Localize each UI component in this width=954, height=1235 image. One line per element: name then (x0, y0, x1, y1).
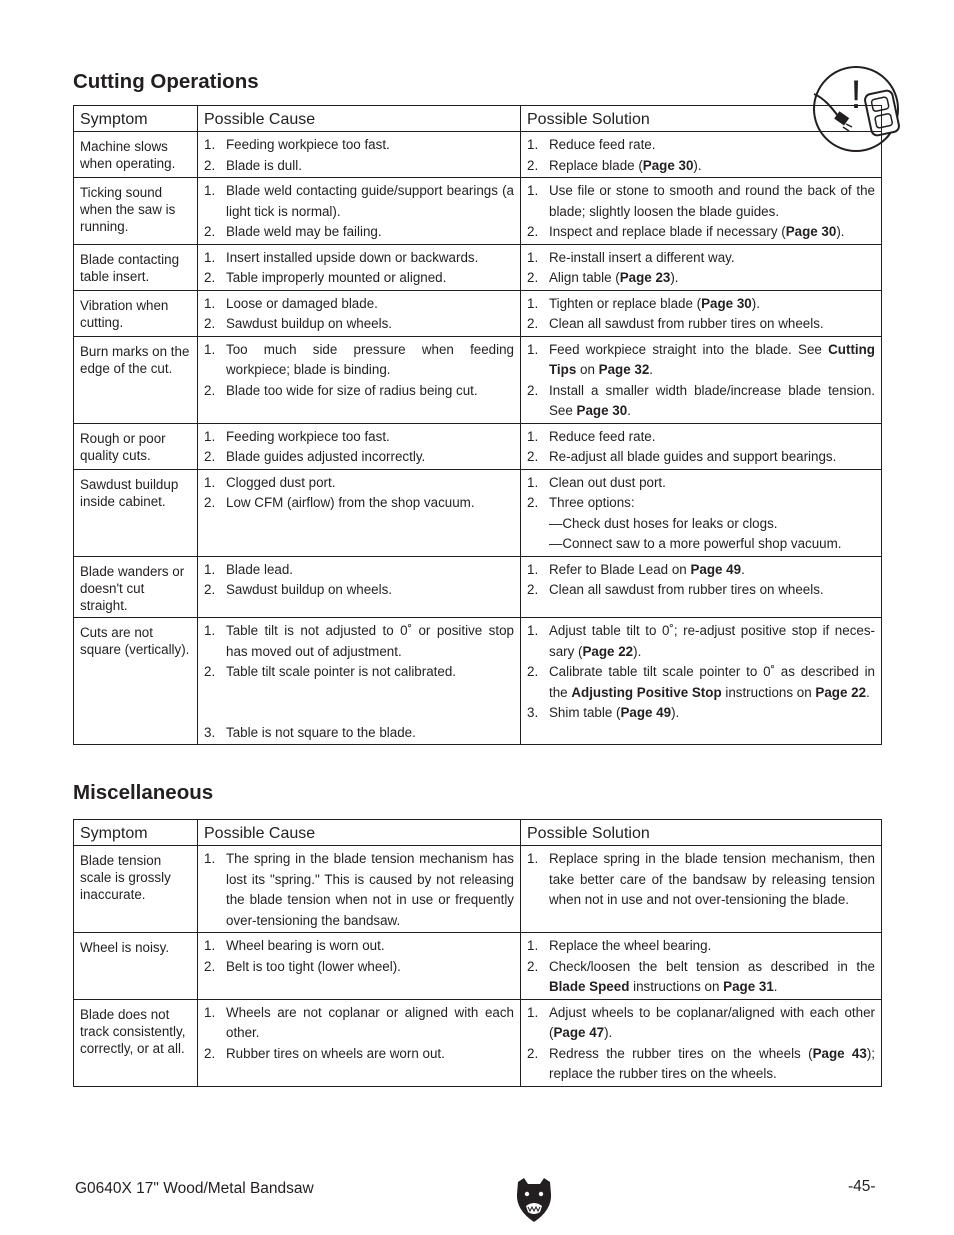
cause-item (204, 957, 514, 978)
solution-item (527, 849, 875, 911)
solution-item-number: 2. (527, 495, 539, 510)
symptom-cell: Sawdust buildup inside cabinet. (74, 469, 198, 556)
solution-item-number: 2. (527, 270, 539, 285)
cause-item (204, 340, 514, 381)
table-row (74, 556, 882, 618)
svg-text:!: ! (850, 73, 862, 117)
cause-item-text: Sawdust buildup on wheels. (226, 582, 393, 597)
solution-item (527, 1044, 875, 1085)
cause-item-text: Wheels are not coplanar or aligned with each other. (226, 1004, 514, 1040)
solution-item-text: Re-adjust all blade guides and support bearings. (549, 449, 837, 464)
cause-item-text: The spring in the blade tension mechanism has lost its "spring." This is caused by not releasing the blade tension when not in use or frequently over-tensioning the bandsaw. (226, 851, 514, 928)
symptom-cell: Blade wanders or doesn't cut straight. (74, 556, 198, 618)
possible-solution-header: Possible Solution (521, 106, 882, 132)
solution-item (527, 957, 875, 998)
cause-item (204, 447, 514, 468)
solution-sub-item: —Connect saw to a more powerful shop vacuum. (549, 536, 842, 551)
solution-sub-item: —Check dust hoses for leaks or clogs. (549, 515, 778, 531)
possible-solution-cell (521, 132, 882, 178)
symptom-cell: Blade does not track consistently, correctly, or at all. (74, 999, 198, 1086)
table-row (74, 290, 882, 336)
possible-cause-cell (198, 618, 521, 745)
cause-item-number: 2. (204, 449, 216, 464)
cause-item-number: 1. (204, 561, 216, 577)
solution-item-text: Reduce feed rate. (549, 137, 656, 152)
cause-item (204, 181, 514, 222)
solution-item-number: 1. (527, 428, 539, 444)
symptom-cell: Blade contacting table insert. (74, 244, 198, 290)
bear-logo-icon (514, 1176, 554, 1224)
symptom-cell: Rough or poor quality cuts. (74, 423, 198, 469)
possible-cause-cell (198, 846, 521, 933)
cause-item (204, 135, 514, 156)
cause-item (204, 222, 514, 243)
table-row (74, 244, 882, 290)
solution-item (527, 427, 875, 448)
cause-item (204, 268, 514, 289)
solution-item-number: 1. (527, 561, 539, 577)
possible-cause-cell (198, 244, 521, 290)
footer-page-number: -45- (848, 1178, 876, 1195)
table-row (74, 178, 882, 245)
possible-cause-cell (198, 423, 521, 469)
miscellaneous-table (73, 819, 882, 1087)
solution-item (527, 560, 875, 581)
solution-item-number: 2. (527, 224, 539, 239)
solution-item-number: 1. (527, 938, 539, 953)
cause-item (204, 936, 514, 957)
table-row (74, 132, 882, 178)
solution-item-text: Replace spring in the blade tension mechanism, then take better care of the bandsaw by releasing tension when not in use and not over-tensioning the blade. (549, 851, 875, 907)
solution-item-text: Shim table (Page 49). (549, 705, 680, 721)
section-title-cutting-operations: Cutting Operations (73, 70, 259, 93)
symptom-cell: Blade tension scale is grossly inaccurate. (74, 846, 198, 933)
cause-item-number: 1. (204, 249, 216, 265)
solution-item-text: Re-install insert a different way. (549, 249, 735, 265)
section-title-miscellaneous: Miscellaneous (73, 781, 214, 804)
cause-item-text: Loose or damaged blade. (226, 295, 378, 311)
solution-item-text: Reduce feed rate. (549, 428, 656, 444)
solution-item-number: 3. (527, 705, 539, 721)
solution-item-text: Feed workpiece straight into the blade. See Cutting Tips on Page 32. (549, 341, 875, 377)
cause-item-number: 1. (204, 295, 216, 311)
cause-item-text: Feeding workpiece too fast. (226, 137, 390, 152)
cause-item-number: 2. (204, 382, 216, 398)
solution-item-number: 1. (527, 295, 539, 311)
cause-item (204, 662, 514, 683)
solution-item-number: 2. (527, 157, 539, 173)
solution-item-number: 1. (527, 183, 539, 198)
possible-solution-cell (521, 423, 882, 469)
solution-item (527, 473, 875, 494)
solution-item-text: Replace the wheel bearing. (549, 938, 712, 953)
possible-cause-cell (198, 999, 521, 1086)
cause-item-number: 1. (204, 341, 216, 357)
cause-item-text: Blade weld contacting guide/support bearings (a light tick is normal). (226, 183, 514, 219)
solution-item-number: 1. (527, 137, 539, 152)
cause-item (204, 294, 514, 315)
possible-cause-cell (198, 132, 521, 178)
cause-item-text: Rubber tires on wheels are worn out. (226, 1045, 445, 1061)
cause-item (204, 314, 514, 335)
table-row (74, 336, 882, 423)
table-header-row (74, 820, 882, 846)
cause-item-text: Blade guides adjusted incorrectly. (226, 449, 426, 464)
solution-item (527, 294, 875, 315)
cause-item (204, 473, 514, 494)
solution-item (527, 580, 875, 601)
cause-item (204, 560, 514, 581)
symptom-cell: Vibration when cutting. (74, 290, 198, 336)
possible-solution-cell (521, 469, 882, 556)
solution-item (527, 621, 875, 662)
cause-item-text: Table is not square to the blade. (226, 724, 416, 740)
possible-cause-cell (198, 336, 521, 423)
solution-item-number: 2. (527, 582, 539, 597)
possible-solution-cell (521, 178, 882, 245)
cause-item-text: Low CFM (airflow) from the shop vacuum. (226, 495, 475, 510)
solution-item-text: Tighten or replace blade (Page 30). (549, 295, 760, 311)
cause-item-text: Blade is dull. (226, 157, 302, 173)
possible-cause-cell (198, 469, 521, 556)
cause-item (204, 621, 514, 662)
solution-item-text: Calibrate table tilt scale pointer to 0˚ as described in the Adjusting Positive Stop instructions on Page 22. (549, 664, 875, 700)
solution-item (527, 135, 875, 156)
table-row (74, 423, 882, 469)
possible-cause-cell (198, 290, 521, 336)
solution-item-number: 1. (527, 341, 539, 357)
cutting-operations-table (73, 105, 882, 745)
solution-item (527, 340, 875, 381)
cause-item-text: Clogged dust port. (226, 474, 336, 490)
cause-item-number: 1. (204, 938, 216, 953)
cause-item-text: Table tilt scale pointer is not calibrated. (226, 664, 456, 680)
table-row (74, 469, 882, 556)
cause-item (204, 493, 514, 514)
symptom-cell: Wheel is noisy. (74, 933, 198, 1000)
solution-item-text: Clean all sawdust from rubber tires on wheels. (549, 316, 824, 331)
solution-item-text: Adjust table tilt to 0˚; re-adjust positive stop if neces-sary (Page 22). (549, 623, 875, 659)
solution-item-text: Redress the rubber tires on the wheels (Page 43); replace the rubber tires on the wheels. (549, 1045, 875, 1081)
solution-item-text: Adjust wheels to be coplanar/aligned with each other (Page 47). (549, 1004, 875, 1040)
solution-item (527, 447, 875, 468)
cause-item (204, 427, 514, 448)
solution-item-number: 2. (527, 382, 539, 398)
solution-item (527, 936, 875, 957)
cause-item-text: Table tilt is not adjusted to 0˚ or positive stop has moved out of adjustment. (226, 623, 514, 659)
cause-item-number: 1. (204, 623, 216, 639)
table-row (74, 999, 882, 1086)
solution-item-number: 2. (527, 1045, 539, 1061)
possible-solution-cell (521, 933, 882, 1000)
possible-solution-cell (521, 556, 882, 618)
solution-item-number: 2. (527, 449, 539, 464)
cause-item (204, 849, 514, 931)
possible-solution-cell (521, 336, 882, 423)
possible-solution-cell (521, 290, 882, 336)
possible-cause-cell (198, 933, 521, 1000)
possible-solution-cell (521, 846, 882, 933)
solution-item-text: Clean all sawdust from rubber tires on wheels. (549, 582, 824, 597)
solution-item (527, 493, 875, 514)
solution-item-text: Refer to Blade Lead on Page 49. (549, 561, 745, 577)
solution-item (527, 156, 875, 177)
cause-item (204, 381, 514, 402)
cause-item-text: Belt is too tight (lower wheel). (226, 958, 401, 974)
cause-item-number: 1. (204, 474, 216, 490)
symptom-cell: Cuts are not square (vertically). (74, 618, 198, 745)
cause-item-number: 1. (204, 428, 216, 444)
footer-model-name: G0640X 17" Wood/Metal Bandsaw (75, 1180, 314, 1197)
cause-item (204, 1003, 514, 1044)
cause-item-number: 2. (204, 582, 216, 597)
cause-item-number: 2. (204, 958, 216, 974)
cause-item (204, 156, 514, 177)
cause-item (204, 1044, 514, 1065)
solution-item-number: 1. (527, 249, 539, 265)
cause-item-text: Too much side pressure when feeding workpiece; blade is binding. (226, 341, 514, 377)
solution-item (527, 314, 875, 335)
possible-cause-header: Possible Cause (198, 820, 521, 846)
solution-item (527, 248, 875, 269)
symptom-cell: Ticking sound when the saw is running. (74, 178, 198, 245)
cause-item (204, 580, 514, 601)
solution-item-text: Check/loosen the belt tension as described in the Blade Speed instructions on Page 31. (549, 958, 875, 994)
possible-cause-cell (198, 178, 521, 245)
cause-item-text: Sawdust buildup on wheels. (226, 316, 393, 331)
solution-item-text: Use file or stone to smooth and round the back of the blade; slightly loosen the blade guides. (549, 183, 875, 219)
table-row (74, 933, 882, 1000)
solution-item-text: Three options: (549, 495, 635, 510)
cause-item-number: 2. (204, 270, 216, 285)
solution-item-number: 1. (527, 623, 539, 639)
cause-item-number: 2. (204, 495, 216, 510)
solution-item-text: Inspect and replace blade if necessary (Page 30). (549, 224, 845, 239)
solution-item-number: 2. (527, 664, 539, 680)
solution-item-text: Clean out dust port. (549, 474, 666, 490)
possible-solution-header: Possible Solution (521, 820, 882, 846)
solution-item-number: 1. (527, 851, 539, 866)
cause-item-text: Table improperly mounted or aligned. (226, 270, 447, 285)
solution-item (527, 268, 875, 289)
cause-item-number: 1. (204, 183, 216, 198)
solution-item (527, 381, 875, 422)
solution-item-text: Align table (Page 23). (549, 270, 679, 285)
cause-item-number: 1. (204, 1004, 216, 1020)
symptom-cell: Machine slows when operating. (74, 132, 198, 178)
cause-item-number: 2. (204, 316, 216, 331)
table-header-row (74, 106, 882, 132)
cause-item-number: 2. (204, 157, 216, 173)
solution-item-number: 1. (527, 474, 539, 490)
solution-item (527, 222, 875, 243)
solution-item-number: 2. (527, 316, 539, 331)
cause-item-number: 2. (204, 1045, 216, 1061)
solution-item (527, 1003, 875, 1044)
cause-item-number: 3. (204, 724, 216, 740)
cause-item-number: 2. (204, 664, 216, 680)
cause-item-number: 2. (204, 224, 216, 239)
cause-item-number: 1. (204, 137, 216, 152)
solution-item (527, 662, 875, 703)
solution-item (527, 703, 875, 724)
solution-item-number: 1. (527, 1004, 539, 1020)
solution-item (527, 181, 875, 222)
possible-solution-cell (521, 618, 882, 745)
possible-solution-cell (521, 999, 882, 1086)
cause-item-text: Blade lead. (226, 561, 294, 577)
cause-item-text: Blade too wide for size of radius being cut. (226, 382, 478, 398)
cause-item-number: 1. (204, 851, 216, 866)
symptom-cell: Burn marks on the edge of the cut. (74, 336, 198, 423)
symptom-header: Symptom (74, 820, 198, 846)
cause-item-text: Feeding workpiece too fast. (226, 428, 390, 444)
cause-item-text: Blade weld may be failing. (226, 224, 382, 239)
cause-item-text: Insert installed upside down or backwards. (226, 249, 479, 265)
cause-item (204, 723, 514, 744)
table-row (74, 846, 882, 933)
solution-item-text: Replace blade (Page 30). (549, 157, 702, 173)
possible-cause-cell (198, 556, 521, 618)
possible-cause-header: Possible Cause (198, 106, 521, 132)
table-row (74, 618, 882, 745)
symptom-header: Symptom (74, 106, 198, 132)
cause-item (204, 248, 514, 269)
solution-item-number: 2. (527, 958, 539, 974)
cause-item-text: Wheel bearing is worn out. (226, 938, 385, 953)
possible-solution-cell (521, 244, 882, 290)
solution-item-text: Install a smaller width blade/increase blade tension. See Page 30. (549, 382, 875, 418)
